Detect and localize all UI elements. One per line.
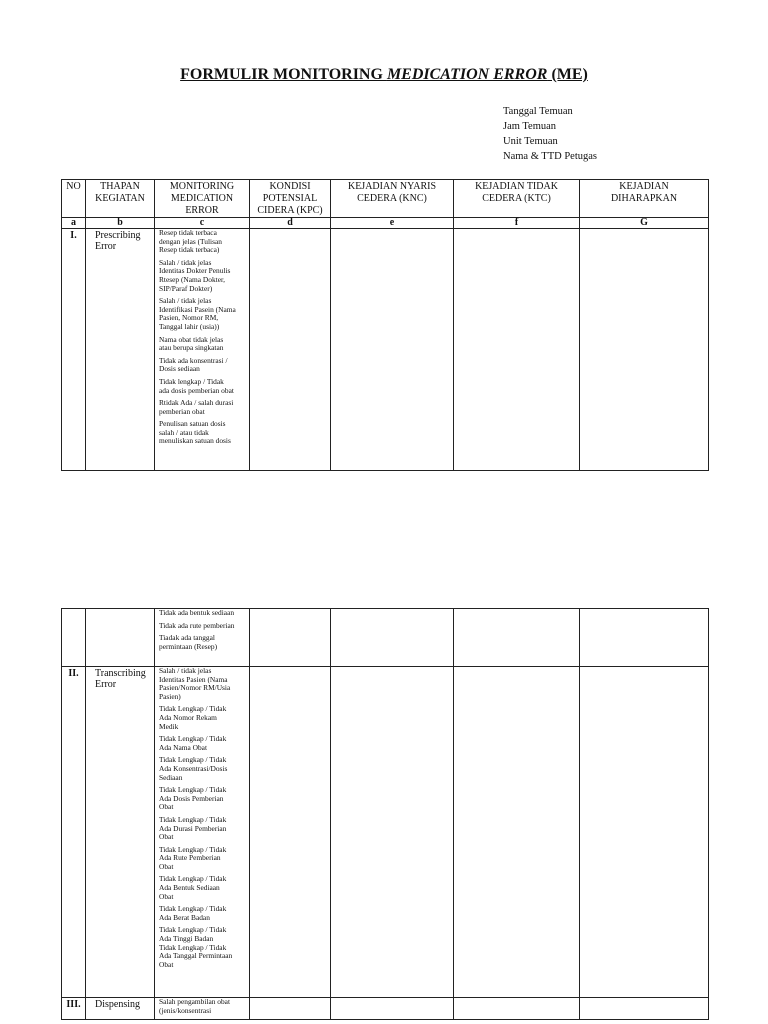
monitoring-item-line: Ada Nomor Rekam [159, 712, 217, 722]
monitoring-item-line: Resep tidak terbaca) [159, 245, 220, 255]
stage-line: Error [95, 241, 117, 252]
monitoring-item-line: Tiadak ada tanggal [159, 633, 215, 643]
kpc-cell [250, 998, 331, 1020]
knc-cell [331, 229, 454, 471]
monitoring-item-line: Rtidak Ada / salah durasi [159, 398, 234, 408]
monitoring-item-line: Pasien, Nomor RM, [159, 313, 219, 323]
header-diharapkan: KEJADIAN DIHARAPKAN [580, 180, 709, 218]
knc-cell [331, 998, 454, 1020]
monitoring-item-line: Tidak Lengkap / Tidak [159, 904, 227, 914]
monitoring-item [159, 609, 247, 618]
monitoring-item-line: atau berupa singkatan [159, 343, 224, 353]
monitoring-item [159, 622, 247, 631]
table-row [62, 998, 709, 1020]
monitoring-item-line: permintaan (Resep) [159, 641, 218, 651]
letter-f: f [454, 218, 580, 229]
monitoring-item [159, 297, 247, 331]
monitoring-item [159, 786, 247, 812]
monitoring-item-line: menuliskan satuan dosis [159, 436, 231, 446]
monitoring-item-line: Tidak Lengkap / Tidak [159, 942, 227, 952]
stage-line: Dispensing [95, 999, 140, 1010]
meta-tanggal-temuan: Tanggal Temuan [503, 106, 573, 117]
monitoring-item-line: Ada Rute Pemberian [159, 853, 221, 863]
ktc-cell [454, 667, 580, 998]
row-number [62, 609, 86, 667]
monitoring-item [159, 926, 247, 969]
monitoring-item [159, 705, 247, 731]
diharapkan-cell [580, 667, 709, 998]
meta-nama-ttd-petugas: Nama & TTD Petugas [503, 151, 597, 162]
monitoring-item-line: Identitas Pasien (Nama [159, 674, 228, 684]
monitoring-item-line: Medik [159, 721, 179, 731]
monitoring-item [159, 667, 247, 701]
monitoring-item [159, 846, 247, 872]
monitoring-item-line: Obat [159, 802, 174, 812]
header-monitoring: MONITORING MEDICATION ERROR [155, 180, 250, 218]
monitoring-item-line: Tidak ada bentuk sediaan [159, 608, 235, 617]
monitoring-table-page2 [61, 608, 709, 1020]
monitoring-item [159, 905, 247, 922]
monitoring-item-line: Sediaan [159, 772, 183, 782]
monitoring-item-line: pemberian obat [159, 406, 205, 416]
monitoring-item-line: Tidak Lengkap / Tidak [159, 814, 227, 824]
monitoring-item-line: Ada Bentuk Sediaan [159, 883, 220, 893]
monitoring-item-line: Penulisan satuan dosis [159, 419, 226, 429]
monitoring-item [159, 399, 247, 416]
page1-body [62, 229, 709, 471]
table-row [62, 229, 709, 471]
kpc-cell [250, 609, 331, 667]
header-thapan-kegiatan: THAPAN KEGIATAN [86, 180, 155, 218]
row-number: III. [62, 998, 86, 1020]
header-knc: KEJADIAN NYARIS CEDERA (KNC) [331, 180, 454, 218]
letter-e: e [331, 218, 454, 229]
monitoring-items-cell [155, 229, 250, 471]
monitoring-item-line: Identifikasi Pasein (Nama [159, 304, 236, 314]
monitoring-item-line: Tanggal lahir (usia)) [159, 321, 220, 331]
stage-cell [86, 229, 155, 471]
monitoring-item-line: Identitas Dokter Penulis [159, 266, 231, 276]
monitoring-item [159, 259, 247, 293]
monitoring-item-line: Tidak Lengkap / Tidak [159, 785, 227, 795]
header-kpc: KONDISI POTENSIAL CIDERA (KPC) [250, 180, 331, 218]
monitoring-item [159, 998, 247, 1015]
monitoring-item-line: Ada Konsentrasi/Dosis [159, 763, 228, 773]
monitoring-item-line: Salah / tidak jelas [159, 257, 212, 267]
diharapkan-cell [580, 609, 709, 667]
monitoring-item-line: Salah pengambilan obat [159, 997, 231, 1006]
monitoring-item [159, 357, 247, 374]
monitoring-item-line: Tidak Lengkap / Tidak [159, 844, 227, 854]
header-row [62, 180, 709, 218]
monitoring-item-line: Tidak ada rute pemberian [159, 620, 235, 630]
ktc-cell [454, 229, 580, 471]
monitoring-item-line: Ada Dosis Pemberian [159, 793, 224, 803]
monitoring-item-line: Dosis sediaan [159, 364, 200, 374]
meta-jam-temuan: Jam Temuan [503, 121, 557, 132]
letter-row [62, 218, 709, 229]
stage-line: Transcribing [95, 668, 146, 679]
monitoring-item [159, 816, 247, 842]
stage-cell [86, 667, 155, 998]
monitoring-item [159, 336, 247, 353]
monitoring-item [159, 378, 247, 395]
monitoring-item [159, 756, 247, 782]
monitoring-item-line: Tidak Lengkap / Tidak [159, 755, 227, 765]
table-row [62, 609, 709, 667]
monitoring-items-cell [155, 667, 250, 998]
monitoring-item [159, 634, 247, 651]
monitoring-item-line: Pasien/Nomor RM/Usia [159, 683, 231, 693]
monitoring-item-line: Ada Durasi Pemberian [159, 823, 227, 833]
monitoring-item-line: Tidak lengkap / Tidak [159, 376, 224, 386]
monitoring-item-line: Obat [159, 861, 174, 871]
ktc-cell [454, 609, 580, 667]
monitoring-item-line: Ada Berat Badan [159, 912, 210, 922]
header-no: NO [62, 180, 86, 218]
monitoring-item-line: Rtesep (Nama Dokter, [159, 274, 225, 284]
monitoring-item [159, 875, 247, 901]
monitoring-item-line: dengan jelas (Tulisan [159, 236, 222, 246]
meta-unit-temuan: Unit Temuan [503, 136, 558, 147]
monitoring-item-line: Ada Tinggi Badan [159, 934, 214, 944]
monitoring-item-line: Tidak Lengkap / Tidak [159, 704, 227, 714]
monitoring-item [159, 420, 247, 446]
letter-d: d [250, 218, 331, 229]
row-number: II. [62, 667, 86, 998]
monitoring-item [159, 735, 247, 752]
ktc-cell [454, 998, 580, 1020]
letter-g: G [580, 218, 709, 229]
monitoring-item-line: Tidak Lengkap / Tidak [159, 874, 227, 884]
monitoring-item-line: Pasien) [159, 691, 181, 701]
monitoring-item-line: Obat [159, 891, 174, 901]
monitoring-item-line: SIP/Paraf Dokter) [159, 283, 213, 293]
monitoring-item-line: Nama obat tidak jelas [159, 334, 224, 344]
kpc-cell [250, 229, 331, 471]
monitoring-item-line: Salah / tidak jelas [159, 296, 212, 306]
diharapkan-cell [580, 998, 709, 1020]
monitoring-item-line: Obat [159, 832, 174, 842]
monitoring-item-line: Ada Tanggal Permintaan [159, 951, 233, 961]
letter-c: c [155, 218, 250, 229]
letter-a: a [62, 218, 86, 229]
stage-line: Prescribing [95, 230, 141, 241]
stage-line: Error [95, 679, 117, 690]
monitoring-items-cell [155, 609, 250, 667]
page2-body [62, 609, 709, 1020]
header-ktc: KEJADIAN TIDAK CEDERA (KTC) [454, 180, 580, 218]
monitoring-item-line: Tidak Lengkap / Tidak [159, 925, 227, 935]
diharapkan-cell [580, 229, 709, 471]
monitoring-table-page1 [61, 179, 709, 471]
finding-meta [503, 104, 597, 164]
form-title: FORMULIR MONITORING MEDICATION ERROR (ME) [180, 66, 588, 83]
kpc-cell [250, 667, 331, 998]
stage-cell [86, 609, 155, 667]
row-number: I. [62, 229, 86, 471]
monitoring-items-cell [155, 998, 250, 1020]
monitoring-item-line: ada dosis pemberian obat [159, 385, 234, 395]
monitoring-item-line: Tidak ada konsentrasi / [159, 355, 228, 365]
monitoring-item-line: Resep tidak terbaca [159, 228, 217, 237]
monitoring-item-line: Ada Nama Obat [159, 742, 208, 752]
knc-cell [331, 609, 454, 667]
monitoring-item-line: Obat [159, 959, 174, 969]
letter-b: b [86, 218, 155, 229]
monitoring-item-line: Salah / tidak jelas [159, 666, 212, 675]
monitoring-item [159, 229, 247, 255]
monitoring-item-line: (jenis/konsentrasi [159, 1005, 212, 1015]
monitoring-item-line: Tidak Lengkap / Tidak [159, 734, 227, 744]
monitoring-item-line: salah / atau tidak [159, 427, 209, 437]
table-row [62, 667, 709, 998]
knc-cell [331, 667, 454, 998]
stage-cell [86, 998, 155, 1020]
